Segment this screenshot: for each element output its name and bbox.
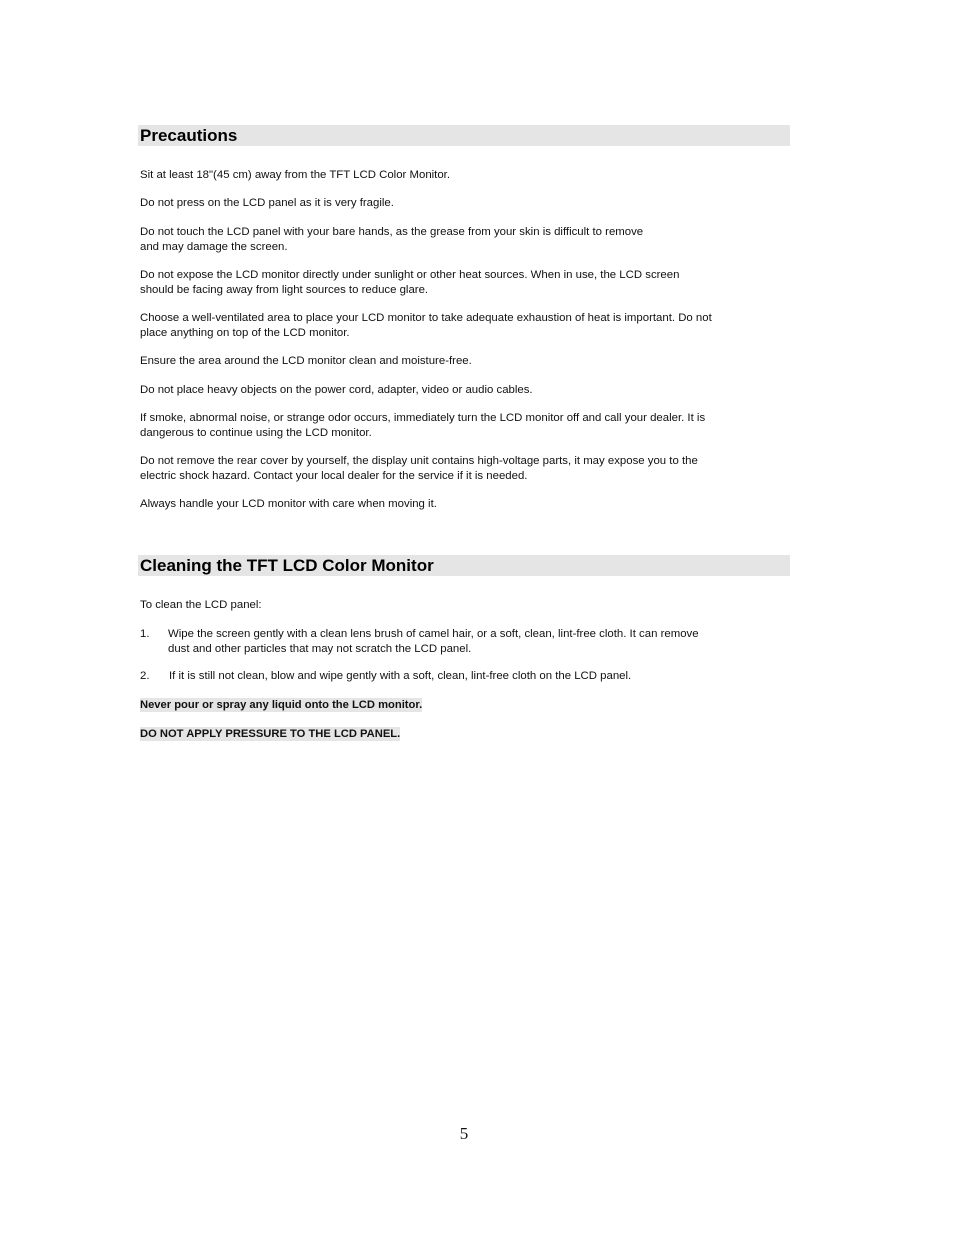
cleaning-step-number: 1. xyxy=(140,628,150,640)
warning-no-pressure: DO NOT APPLY PRESSURE TO THE LCD PANEL. xyxy=(140,728,401,740)
page-number: 5 xyxy=(459,1124,469,1143)
precaution-item: Do not expose the LCD monitor directly under sunlight or other heat sources. When in use, the LCD screen should be facing away from light sources to reduce glare. xyxy=(140,269,680,296)
precaution-item: Do not touch the LCD panel with your bare hands, as the grease from your skin is difficult to remove and may damage the screen. xyxy=(140,226,644,253)
cleaning-step-text: If it is still not clean, blow and wipe gently with a soft, clean, lint-free cloth on the LCD panel. xyxy=(169,670,632,682)
cleaning-step-number: 2. xyxy=(140,670,150,682)
precaution-item: Ensure the area around the LCD monitor clean and moisture-free. xyxy=(140,355,472,367)
cleaning-step-text: Wipe the screen gently with a clean lens brush of camel hair, or a soft, clean, lint-free cloth. It can remove dust and other particles that may not scratch the LCD panel. xyxy=(168,628,699,655)
precaution-item: Sit at least 18"(45 cm) away from the TFT LCD Color Monitor. xyxy=(140,169,451,181)
cleaning-intro: To clean the LCD panel: xyxy=(140,599,262,611)
precautions-heading: Precautions xyxy=(138,125,790,146)
precaution-item: Do not place heavy objects on the power cord, adapter, video or audio cables. xyxy=(140,384,533,396)
precaution-item: Do not press on the LCD panel as it is very fragile. xyxy=(140,197,394,209)
cleaning-heading: Cleaning the TFT LCD Color Monitor xyxy=(138,555,790,576)
warning-no-liquid: Never pour or spray any liquid onto the LCD monitor. xyxy=(140,699,423,711)
precaution-item: If smoke, abnormal noise, or strange odor occurs, immediately turn the LCD monitor off and call your dealer. It is dangerous to continue using the LCD monitor. xyxy=(140,412,706,439)
precaution-item: Do not remove the rear cover by yourself, the display unit contains high-voltage parts, it may expose you to the electric shock hazard. Contact your local dealer for the service if it is needed. xyxy=(140,455,698,482)
precaution-item: Choose a well-ventilated area to place your LCD monitor to take adequate exhaustion of heat is important. Do not place anything on top of the LCD monitor. xyxy=(140,312,712,339)
precaution-item: Always handle your LCD monitor with care when moving it. xyxy=(140,498,437,510)
